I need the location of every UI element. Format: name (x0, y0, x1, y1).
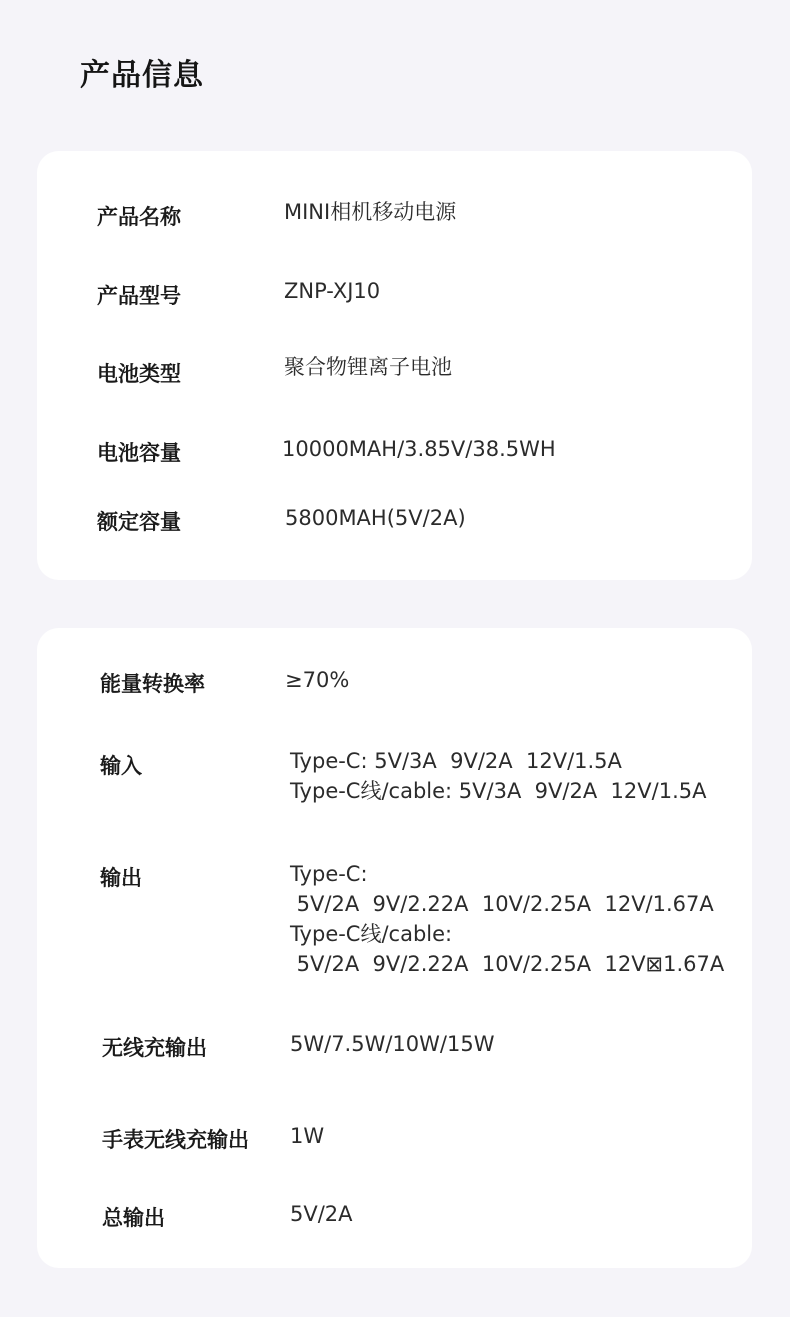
spec-value: 10000MAH/3.85V/38.5WH (282, 437, 556, 461)
spec-label: 手表无线充输出 (102, 1128, 249, 1152)
spec-value: 5W/7.5W/10W/15W (290, 1032, 495, 1056)
spec-label: 无线充输出 (102, 1036, 207, 1060)
spec-value: 5800MAH(5V/2A) (285, 506, 466, 530)
page-title: 产品信息 (80, 58, 204, 93)
spec-label: 电池容量 (97, 441, 181, 465)
spec-label: 电池类型 (97, 362, 181, 386)
spec-value-line: Type-C线/cable: 5V/3A 9V/2A 12V/1.5A (290, 779, 707, 803)
spec-value: 1W (290, 1124, 325, 1148)
spec-label: 能量转换率 (100, 672, 205, 696)
spec-value: ≥70% (285, 668, 350, 692)
spec-value: MINI相机移动电源 (284, 200, 457, 224)
spec-value: 聚合物锂离子电池 (284, 355, 452, 379)
spec-value: ZNP-XJ10 (284, 279, 381, 303)
spec-label: 产品名称 (97, 205, 181, 229)
spec-value: 5V/2A (290, 1202, 353, 1226)
product-electrical-spec-card (37, 628, 752, 1268)
spec-value-line: Type-C: (290, 862, 368, 886)
spec-label: 输入 (100, 754, 142, 778)
spec-label: 输出 (100, 866, 142, 890)
spec-label: 额定容量 (97, 510, 181, 534)
spec-value-line: Type-C: 5V/3A 9V/2A 12V/1.5A (290, 749, 622, 773)
spec-label: 总输出 (102, 1206, 165, 1230)
spec-value-line: 5V/2A 9V/2.22A 10V/2.25A 12V⊠1.67A (290, 952, 725, 976)
spec-value-line: 5V/2A 9V/2.22A 10V/2.25A 12V/1.67A (290, 892, 714, 916)
spec-value-multiline (290, 746, 706, 806)
spec-value-line: Type-C线/cable: (290, 922, 453, 946)
spec-label: 产品型号 (97, 284, 181, 308)
product-basic-info-card (37, 151, 752, 580)
spec-value-multiline (290, 859, 724, 979)
